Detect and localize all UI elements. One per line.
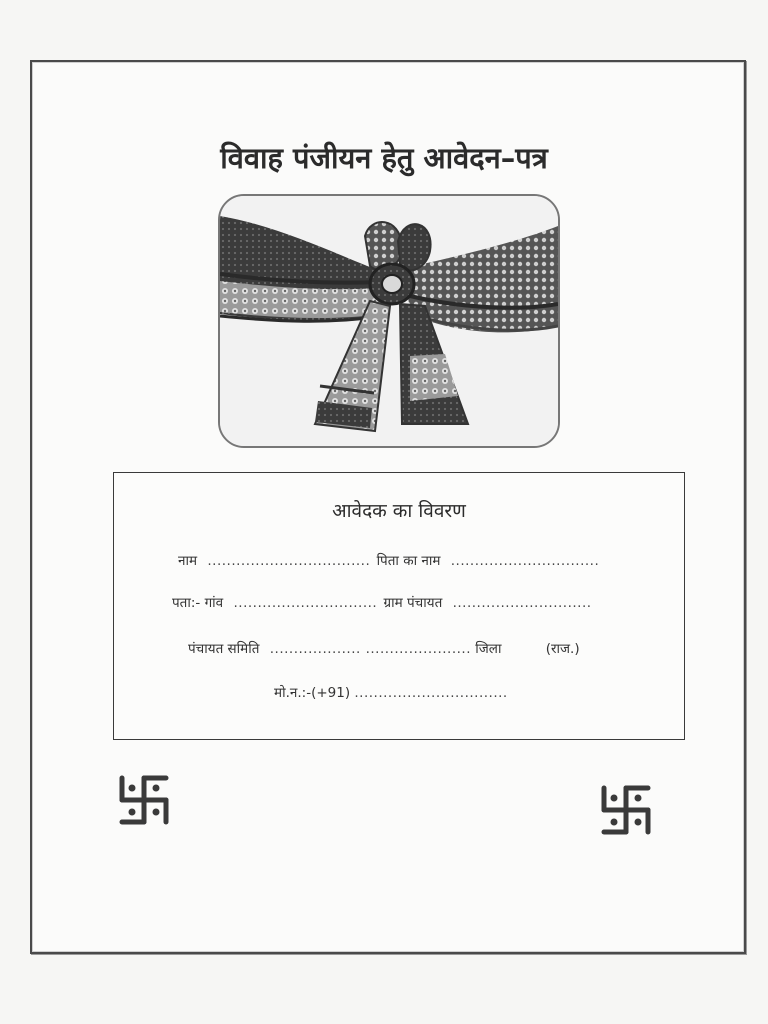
applicant-details-heading: आवेदक का विवरण [332, 500, 466, 522]
father-name-label: पिता का नाम [376, 553, 441, 569]
name-row [178, 551, 599, 569]
village-field[interactable]: .............................. [233, 595, 378, 611]
panchayat-samiti-field[interactable]: ................... ...................... [269, 641, 471, 657]
father-name-field[interactable]: ............................... [450, 553, 600, 569]
wedding-knot-illustration [220, 196, 558, 446]
address-row [172, 593, 592, 611]
swastika-icon [598, 782, 654, 838]
mobile-row [274, 683, 508, 701]
mobile-field[interactable]: ................................ [354, 685, 508, 701]
village-label: पता:- गांव [172, 595, 224, 611]
form-title: विवाह पंजीयन हेतु आवेदन–पत्र [220, 141, 548, 175]
mobile-label: मो.न.:-(+91) [274, 685, 351, 701]
applicant-details-box [113, 472, 685, 740]
swastika-icon [116, 772, 172, 828]
state-label: (राज.) [545, 641, 580, 657]
gram-panchayat-field[interactable]: ............................. [452, 595, 592, 611]
name-label: नाम [178, 553, 198, 569]
gram-panchayat-label: ग्राम पंचायत [383, 595, 443, 611]
wedding-knot-image [218, 194, 560, 448]
name-field[interactable]: .................................. [207, 553, 371, 569]
panchayat-samiti-label: पंचायत समिति [188, 641, 260, 657]
district-label: जिला [475, 641, 502, 657]
panchayat-samiti-row [188, 639, 580, 657]
